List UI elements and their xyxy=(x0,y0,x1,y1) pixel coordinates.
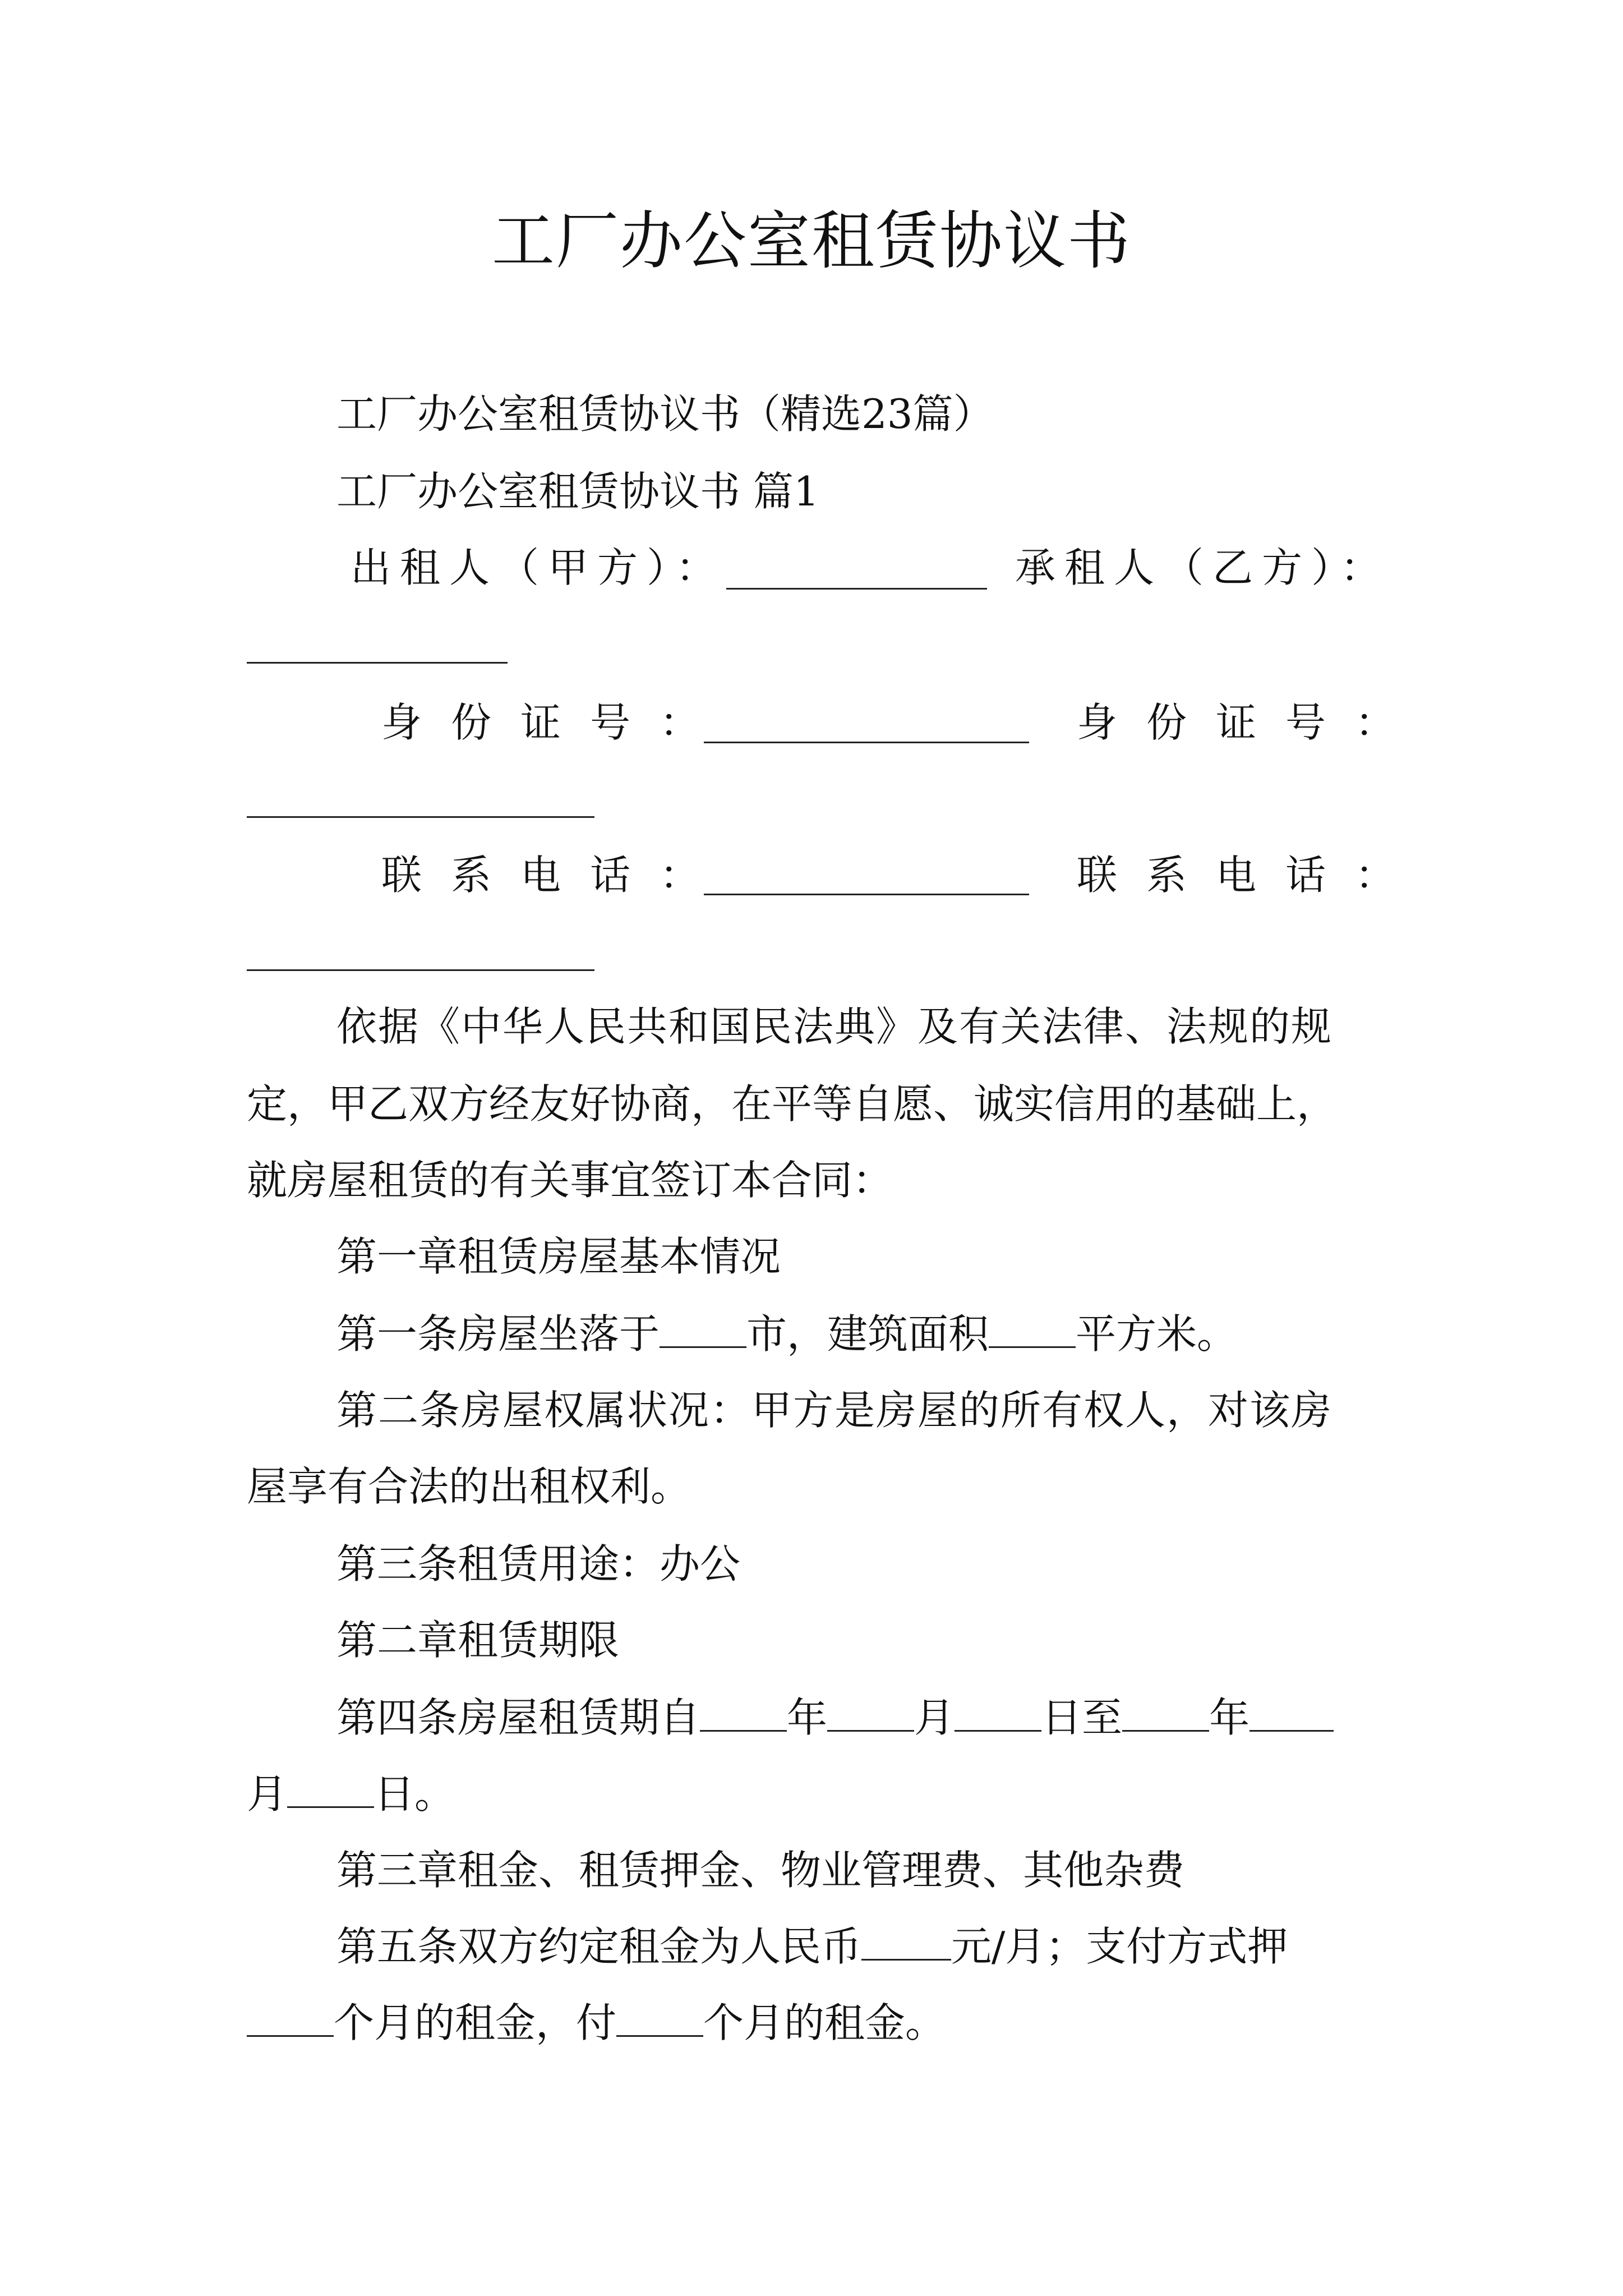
article-4-month-1: 月 xyxy=(914,1694,955,1741)
lessee-phone-label: 联系电话： xyxy=(1077,852,1425,899)
article-2-line-1: 第二条房屋权属状况：甲方是房屋的所有权人，对该房 xyxy=(336,1387,1333,1434)
end-day-blank xyxy=(287,1773,374,1808)
start-day-blank xyxy=(955,1696,1041,1732)
article-4-line-1 xyxy=(336,1690,1334,1746)
intro-line-3: 就房屋租赁的有关事宜签订本合同： xyxy=(247,1157,893,1204)
chapter-1-heading: 第一章租赁房屋基本情况 xyxy=(336,1233,781,1280)
article-5-text-c: 个月的租金，付 xyxy=(334,1999,617,2046)
payment-months-blank xyxy=(616,2001,703,2037)
article-5-line-2 xyxy=(247,1995,946,2051)
start-month-blank xyxy=(827,1696,914,1732)
lessor-id-label: 身份证号： xyxy=(381,699,730,746)
article-3: 第三条租赁用途：办公 xyxy=(336,1540,741,1588)
lessor-phone-blank xyxy=(704,894,1029,895)
area-blank xyxy=(989,1313,1076,1348)
article-5-text-b: 元/月；支付方式押 xyxy=(951,1923,1288,1970)
lessee-id-blank xyxy=(247,816,594,818)
chapter-2-heading: 第二章租赁期限 xyxy=(336,1617,620,1664)
end-month-blank-a xyxy=(1249,1696,1334,1732)
article-4-year-1: 年 xyxy=(787,1694,828,1741)
lessor-phone-label: 联系电话： xyxy=(381,852,730,899)
article-1-text-c: 平方米。 xyxy=(1076,1310,1238,1358)
lessee-id-label: 身份证号： xyxy=(1077,699,1425,746)
article-4-text-a: 第四条房屋租赁期自 xyxy=(336,1694,700,1741)
article-2-line-2: 屋享有合法的出租权利。 xyxy=(247,1463,691,1510)
article-5-text-a: 第五条双方约定租金为人民币 xyxy=(336,1923,862,1970)
article-1 xyxy=(336,1306,1237,1362)
article-1-text-b: 市，建筑面积 xyxy=(746,1310,989,1358)
rent-amount-blank xyxy=(861,1925,951,1961)
city-blank xyxy=(660,1313,746,1348)
lessor-name-blank xyxy=(726,588,987,590)
article-4-line-2 xyxy=(247,1766,455,1822)
lessor-id-blank xyxy=(704,742,1029,743)
document-subtitle: 工厂办公室租赁协议书（精选23篇） xyxy=(336,390,994,438)
document-title: 工厂办公室租赁协议书 xyxy=(492,205,1131,278)
intro-line-2: 定，甲乙双方经友好协商，在平等自愿、诚实信用的基础上， xyxy=(247,1080,1338,1128)
chapter-3-heading: 第三章租金、租赁押金、物业管理费、其他杂费 xyxy=(336,1847,1185,1894)
lessee-phone-blank xyxy=(247,969,594,971)
article-4-day-2: 日。 xyxy=(374,1770,455,1818)
end-year-blank xyxy=(1122,1696,1209,1732)
intro-line-1: 依据《中华人民共和国民法典》及有关法律、法规的规 xyxy=(336,1003,1333,1050)
article-1-text-a: 第一条房屋坐落于 xyxy=(336,1310,660,1358)
lessee-name-blank xyxy=(247,662,508,664)
article-4-month-2: 月 xyxy=(247,1770,288,1818)
article-4-year-2: 年 xyxy=(1209,1694,1250,1741)
article-4-day-1: 日至 xyxy=(1041,1694,1123,1741)
lessee-label: 承租人（乙方）： xyxy=(1015,544,1390,591)
article-5-text-d: 个月的租金。 xyxy=(703,1999,946,2046)
deposit-months-blank xyxy=(247,2001,334,2037)
lessor-label: 出租人（甲方）： xyxy=(351,544,726,591)
article-5-line-1 xyxy=(336,1918,1288,1975)
start-year-blank xyxy=(700,1696,787,1732)
section-heading: 工厂办公室租赁协议书 篇1 xyxy=(336,468,819,515)
